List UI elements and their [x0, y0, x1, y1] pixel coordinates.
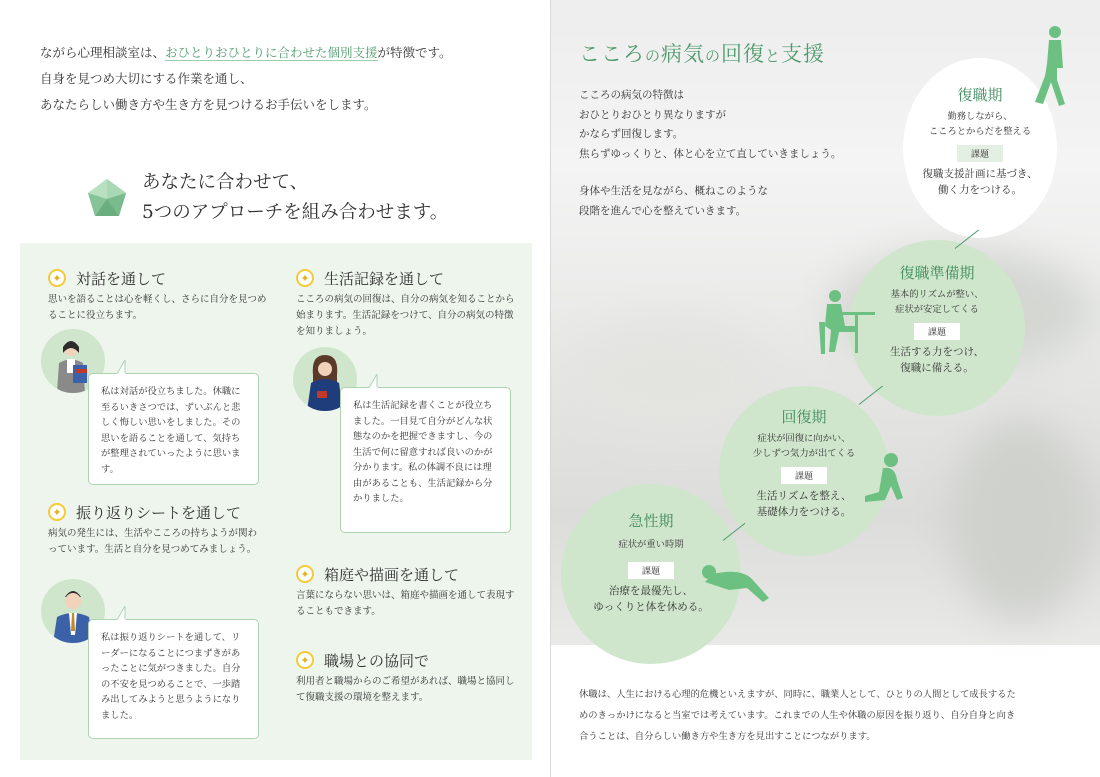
phase-desc: 勤務しながら、 — [947, 111, 1013, 122]
right-intro-line: 段階を進んで心を整えていきます。 — [579, 204, 747, 217]
phase-goal: ゆっくりと体を休める。 — [593, 601, 709, 613]
title-part: と — [765, 47, 782, 65]
right-intro-2 — [579, 182, 879, 221]
approach-title: 職場との協同で — [324, 651, 430, 670]
closing-line: 休職は、人生における心理的危機といえますが、同時に、職業人として、ひとりの人間として成長するた — [579, 689, 1016, 700]
pentagon-icon — [86, 177, 128, 219]
phase-goal: 基礎体力をつける。 — [756, 506, 852, 518]
task-tag: 課題 — [914, 323, 960, 340]
approach-title: 対話を通して — [76, 269, 167, 288]
closing-paragraph — [579, 684, 1069, 747]
testimony-text: 私は生活記録を書くことが役立ちました。一目見て自分がどんな状態なのかを把握できますし、今の生活で何に留意すれば良いのかが分かります。私の体調不良には理由があることも、生活記録から分かりました。 — [353, 400, 493, 504]
lead-line-1: あなたに合わせて、 — [142, 172, 309, 193]
phase-desc: こころとからだを整える — [928, 126, 1032, 137]
phase-name: 復職期 — [957, 86, 1003, 104]
approach-reflection-sheet — [48, 501, 266, 558]
approach-body: 言葉にならない思いは、箱庭や描画を通して表現することもできます。 — [296, 590, 515, 617]
approach-sandbox — [296, 563, 518, 620]
closing-line: めのきっかけになると当室では考えています。これまでの人生や休職の原因を振り返り、自分自身と向き — [579, 710, 1016, 721]
intro-highlight: おひとりおひとりに合わせた個別支援 — [165, 45, 378, 60]
title-part: の — [705, 47, 722, 65]
task-tag: 課題 — [781, 467, 827, 484]
intro-line-1-pre: ながら心理相談室は、 — [40, 45, 166, 60]
right-page — [551, 0, 1100, 777]
approach-body: 思いを語ることは心を軽くし、さらに自分を見つめることに役立ちます。 — [48, 294, 267, 321]
walking-person-icon — [1027, 24, 1075, 108]
intro-paragraph — [40, 40, 520, 118]
approach-title: 箱庭や描画を通して — [324, 565, 460, 584]
phase-goal: 働く力をつける。 — [938, 184, 1022, 196]
phase-name: 復職準備期 — [899, 264, 975, 282]
testimony-bubble — [340, 387, 511, 533]
star-icon: ✦ — [48, 503, 66, 521]
intro-line-3: あなたらしい働き方や生き方を見つけるお手伝いをします。 — [40, 97, 377, 112]
phase-goal: 復職に備える。 — [900, 362, 974, 374]
lead-line-2: 5つのアプローチを組み合わせます。 — [142, 202, 449, 223]
star-icon: ✦ — [296, 565, 314, 583]
star-icon: ✦ — [296, 651, 314, 669]
approach-title: 生活記録を通して — [324, 269, 445, 288]
right-intro-line: こころの病気の特徴は — [579, 89, 684, 101]
phase-desc: 症状が重い時期 — [618, 539, 684, 550]
approach-title: 振り返りシートを通して — [76, 503, 242, 522]
title-part: 病気 — [661, 42, 706, 66]
right-intro-line: おひとりおひとり異なりますが — [579, 108, 726, 121]
right-intro-line: 焦らずゆっくりと、体と心を立て直していきましょう。 — [579, 147, 842, 160]
task-tag: 課題 — [957, 145, 1003, 162]
lead-heading — [86, 168, 448, 228]
approach-body: 利用者と職場からのご希望があれば、職場と協同して復職支援の環境を整えます。 — [296, 676, 515, 703]
phase-desc: 少しずつ気力が出てくる — [752, 448, 856, 459]
phase-goal: 生活する力をつけ、 — [889, 346, 985, 358]
phase-desc: 基本的リズムが整い、 — [890, 289, 984, 300]
person-at-desk-icon — [813, 286, 879, 356]
title-part: 支援 — [781, 42, 826, 66]
approach-workplace — [296, 649, 518, 706]
approach-dialogue — [48, 267, 268, 324]
testimony-text: 私は振り返りシートを通して、リーダーになることにつまずきがあったことに気がつきました。自分の不安を見つめることで、一歩踏み出してみようと思うようになりました。 — [101, 632, 241, 721]
intro-line-1 — [40, 40, 520, 66]
title-part: 回復 — [721, 42, 766, 66]
closing-line: 合うことは、自分らしい働き方や生き方を見出すことにつながります。 — [579, 731, 876, 742]
intro-line-1-post: が特徴です。 — [377, 45, 452, 60]
star-icon: ✦ — [296, 269, 314, 287]
intro-line-2: 自身を見つめ大切にする作業を通し、 — [40, 71, 253, 86]
phase-goal: 生活リズムを整え、 — [756, 490, 852, 502]
task-tag: 課題 — [628, 562, 674, 579]
lying-person-icon — [699, 560, 773, 610]
right-title — [579, 38, 825, 68]
approach-panel — [20, 243, 532, 760]
bubble-tail — [117, 606, 133, 620]
right-intro — [579, 86, 879, 164]
testimony-bubble — [88, 619, 259, 739]
title-part: の — [645, 47, 662, 65]
right-intro-line: 身体や生活を見ながら、概ねこのような — [579, 185, 768, 197]
approach-body: 病気の発生には、生活やこころの持ちようが関わっています。生活と自分を見つめてみましょう。 — [48, 528, 258, 555]
sitting-person-icon — [861, 450, 911, 506]
phase-desc: 症状が回復に向かい、 — [757, 433, 851, 444]
right-intro-line: かならず回復します。 — [579, 128, 684, 140]
phase-desc: 症状が安定してくる — [895, 304, 979, 315]
phase-name: 回復期 — [781, 408, 827, 426]
bubble-tail — [369, 374, 385, 388]
approach-body: こころの病気の回復は、自分の病気を知ることから始まります。生活記録をつけて、自分の病気の特徴を知りましょう。 — [296, 294, 515, 337]
phase-goal: 治療を最優先し、 — [609, 585, 693, 597]
star-icon: ✦ — [48, 269, 66, 287]
phase-goal: 復職支援計画に基づき、 — [922, 168, 1038, 180]
bubble-tail — [117, 360, 133, 374]
approach-life-record — [296, 267, 518, 340]
phase-name: 急性期 — [628, 512, 674, 530]
title-part: こころ — [579, 42, 645, 66]
testimony-bubble — [88, 373, 259, 485]
testimony-text: 私は対話が役立ちました。休職に至るいきさつでは、ずいぶんと悲しく悔しい思いをしました。その思いを語ることを通して、気持ちが整理されていったように思います。 — [101, 386, 241, 475]
